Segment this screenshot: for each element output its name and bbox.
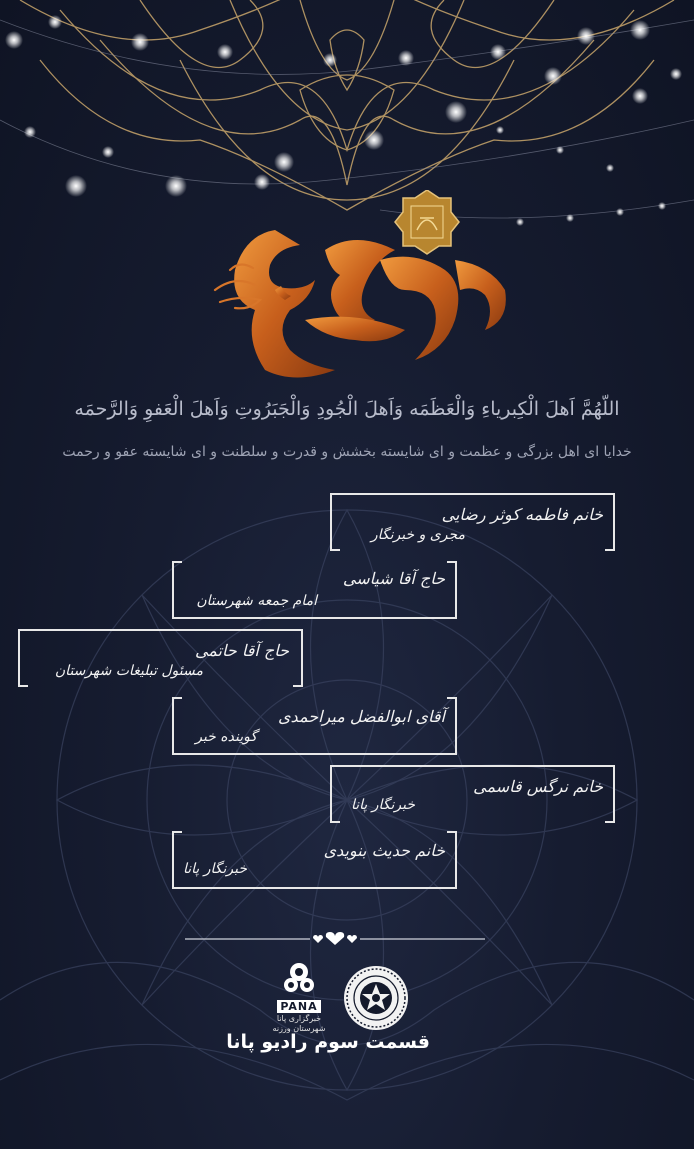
program-title: قسمت سوم رادیو پانا (226, 1031, 430, 1053)
heart-icon (326, 932, 344, 945)
name-card (172, 831, 457, 889)
pana-agency-name: خبرگزاری پانا (276, 1014, 322, 1023)
prayer-arabic: اللّهُمَّ اَهلَ الْكِبرياءِ وَالْعَظَمَه وَاَهلَ الْجُودِ وَالْجَبَرُوتِ وَاَهلَ الْعَفوِ وَالرَّحمَه (74, 398, 620, 420)
prayer-persian-translation: خدایا ای اهل بزرگی و عظمت و ای شایسته بخشش و قدرت و سلطنت و ای شایسته عفو و رحمت (62, 444, 632, 460)
name-card (18, 629, 303, 687)
seal-emblem-icon (342, 964, 410, 1032)
pana-brand: PANA (277, 1000, 320, 1013)
card-name: آقای ابوالفضل میراحمدی (278, 707, 445, 726)
eid-calligraphy (205, 190, 515, 390)
card-role: خبرنگار پانا (350, 797, 415, 813)
heart-divider (185, 932, 485, 946)
heart-icon (313, 935, 323, 943)
name-card (330, 765, 615, 823)
calligraphy-seal-icon (395, 190, 459, 254)
card-name: خانم نرگس قاسمی (473, 777, 603, 796)
name-card (172, 561, 457, 619)
card-name: خانم فاطمه کوثر رضایی (441, 505, 603, 524)
pana-city-name: شهرستان ورزنه (272, 1024, 326, 1033)
heart-icon (347, 935, 357, 943)
card-name: حاج آقا حاتمی (194, 641, 289, 660)
card-role: مسئول تبلیغات شهرستان (54, 663, 203, 679)
name-card (330, 493, 615, 551)
pana-logo-text (268, 995, 330, 1034)
card-role: مجری و خبرنگار (370, 527, 465, 543)
card-name: حاج آقا شیاسی (342, 569, 445, 588)
card-role: گوینده خبر (195, 729, 257, 745)
card-frame (172, 697, 457, 755)
card-role: امام جمعه شهرستان (196, 593, 317, 609)
name-card (172, 697, 457, 755)
card-frame (172, 831, 457, 889)
card-role: خبرنگار پانا (182, 861, 247, 877)
card-name: خانم حدیث بنویدی (323, 841, 445, 860)
